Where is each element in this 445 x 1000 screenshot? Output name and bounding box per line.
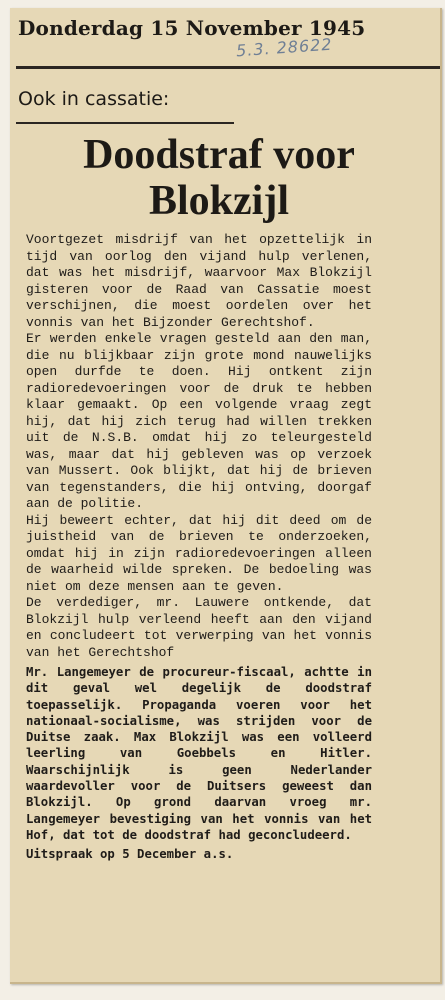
closing-line: Uitspraak op 5 December a.s. bbox=[26, 847, 234, 862]
paragraph: Er werden enkele vragen gesteld aan den man, die nu blijkbaar zijn grote mond nauwelijks open durfde te doen. Hij ontkent zijn radioredevoeringen voor de druk te hebben klaar gemaakt. Op een volgende vraag zegt hij, dat hij zich terug had willen trekken uit de N.S.B. omdat hij zo teleurgesteld was, maar dat hij gebleven was op verzoek van Mussert. Ook blijkt, dat hij de brieven van tegenstanders, die hij ontving, doorgaf aan de politie. bbox=[26, 331, 372, 511]
kicker: Ook in cassatie: bbox=[18, 88, 170, 110]
newspaper-clipping bbox=[10, 8, 442, 984]
article-body bbox=[26, 232, 372, 863]
top-rule bbox=[16, 66, 440, 69]
bold-paragraph: Mr. Langemeyer de procureur-fiscaal, achtte in dit geval wel degelijk de doodstraf toepasselijk. Propaganda voeren voor het nationaal-socialisme, was strijden voor de Duitse zaak. Max Blokzijl was een volleerd leerling van Goebbels en Hitler. Waarschijnlijk is geen Nederlander waardevoller voor de Duitsers geweest dan Blokzijl. Op grond daarvan vroeg mr. Langemeyer bevestiging van het vonnis van het Hof, dat tot de doodstraf had geconcludeerd. bbox=[26, 665, 372, 842]
headline-line-2: Blokzijl bbox=[148, 178, 289, 224]
kicker-rule bbox=[16, 122, 234, 124]
headline bbox=[10, 132, 428, 224]
date-line: Donderdag 15 November 1945 bbox=[18, 16, 366, 40]
paragraph: De verdediger, mr. Lauwere ontkende, dat Blokzijl hulp verleend heeft aan den vijand en concludeert tot verwerping van het vonnis van het Gerechtshof bbox=[26, 595, 372, 660]
headline-line-1: Doodstraf voor bbox=[83, 132, 355, 178]
paragraph: Voortgezet misdrijf van het opzettelijk in tijd van oorlog den vijand hulp verlenen, dat was het misdrijf, waarvoor Max Blokzijl gisteren voor de Raad van Cassatie moest verschijnen, die moest oordelen over het vonnis van het Bijzonder Gerechtshof. bbox=[26, 232, 372, 330]
paragraph: Hij beweert echter, dat hij dit deed om de juistheid van de brieven te onderzoeken, omdat hij in zijn radioredevoeringen alleen de waarheid wilde spreken. De bedoeling was niet om deze mensen aan te geven. bbox=[26, 512, 372, 594]
handwritten-archive-note: 5.3. 28622 bbox=[235, 34, 334, 61]
